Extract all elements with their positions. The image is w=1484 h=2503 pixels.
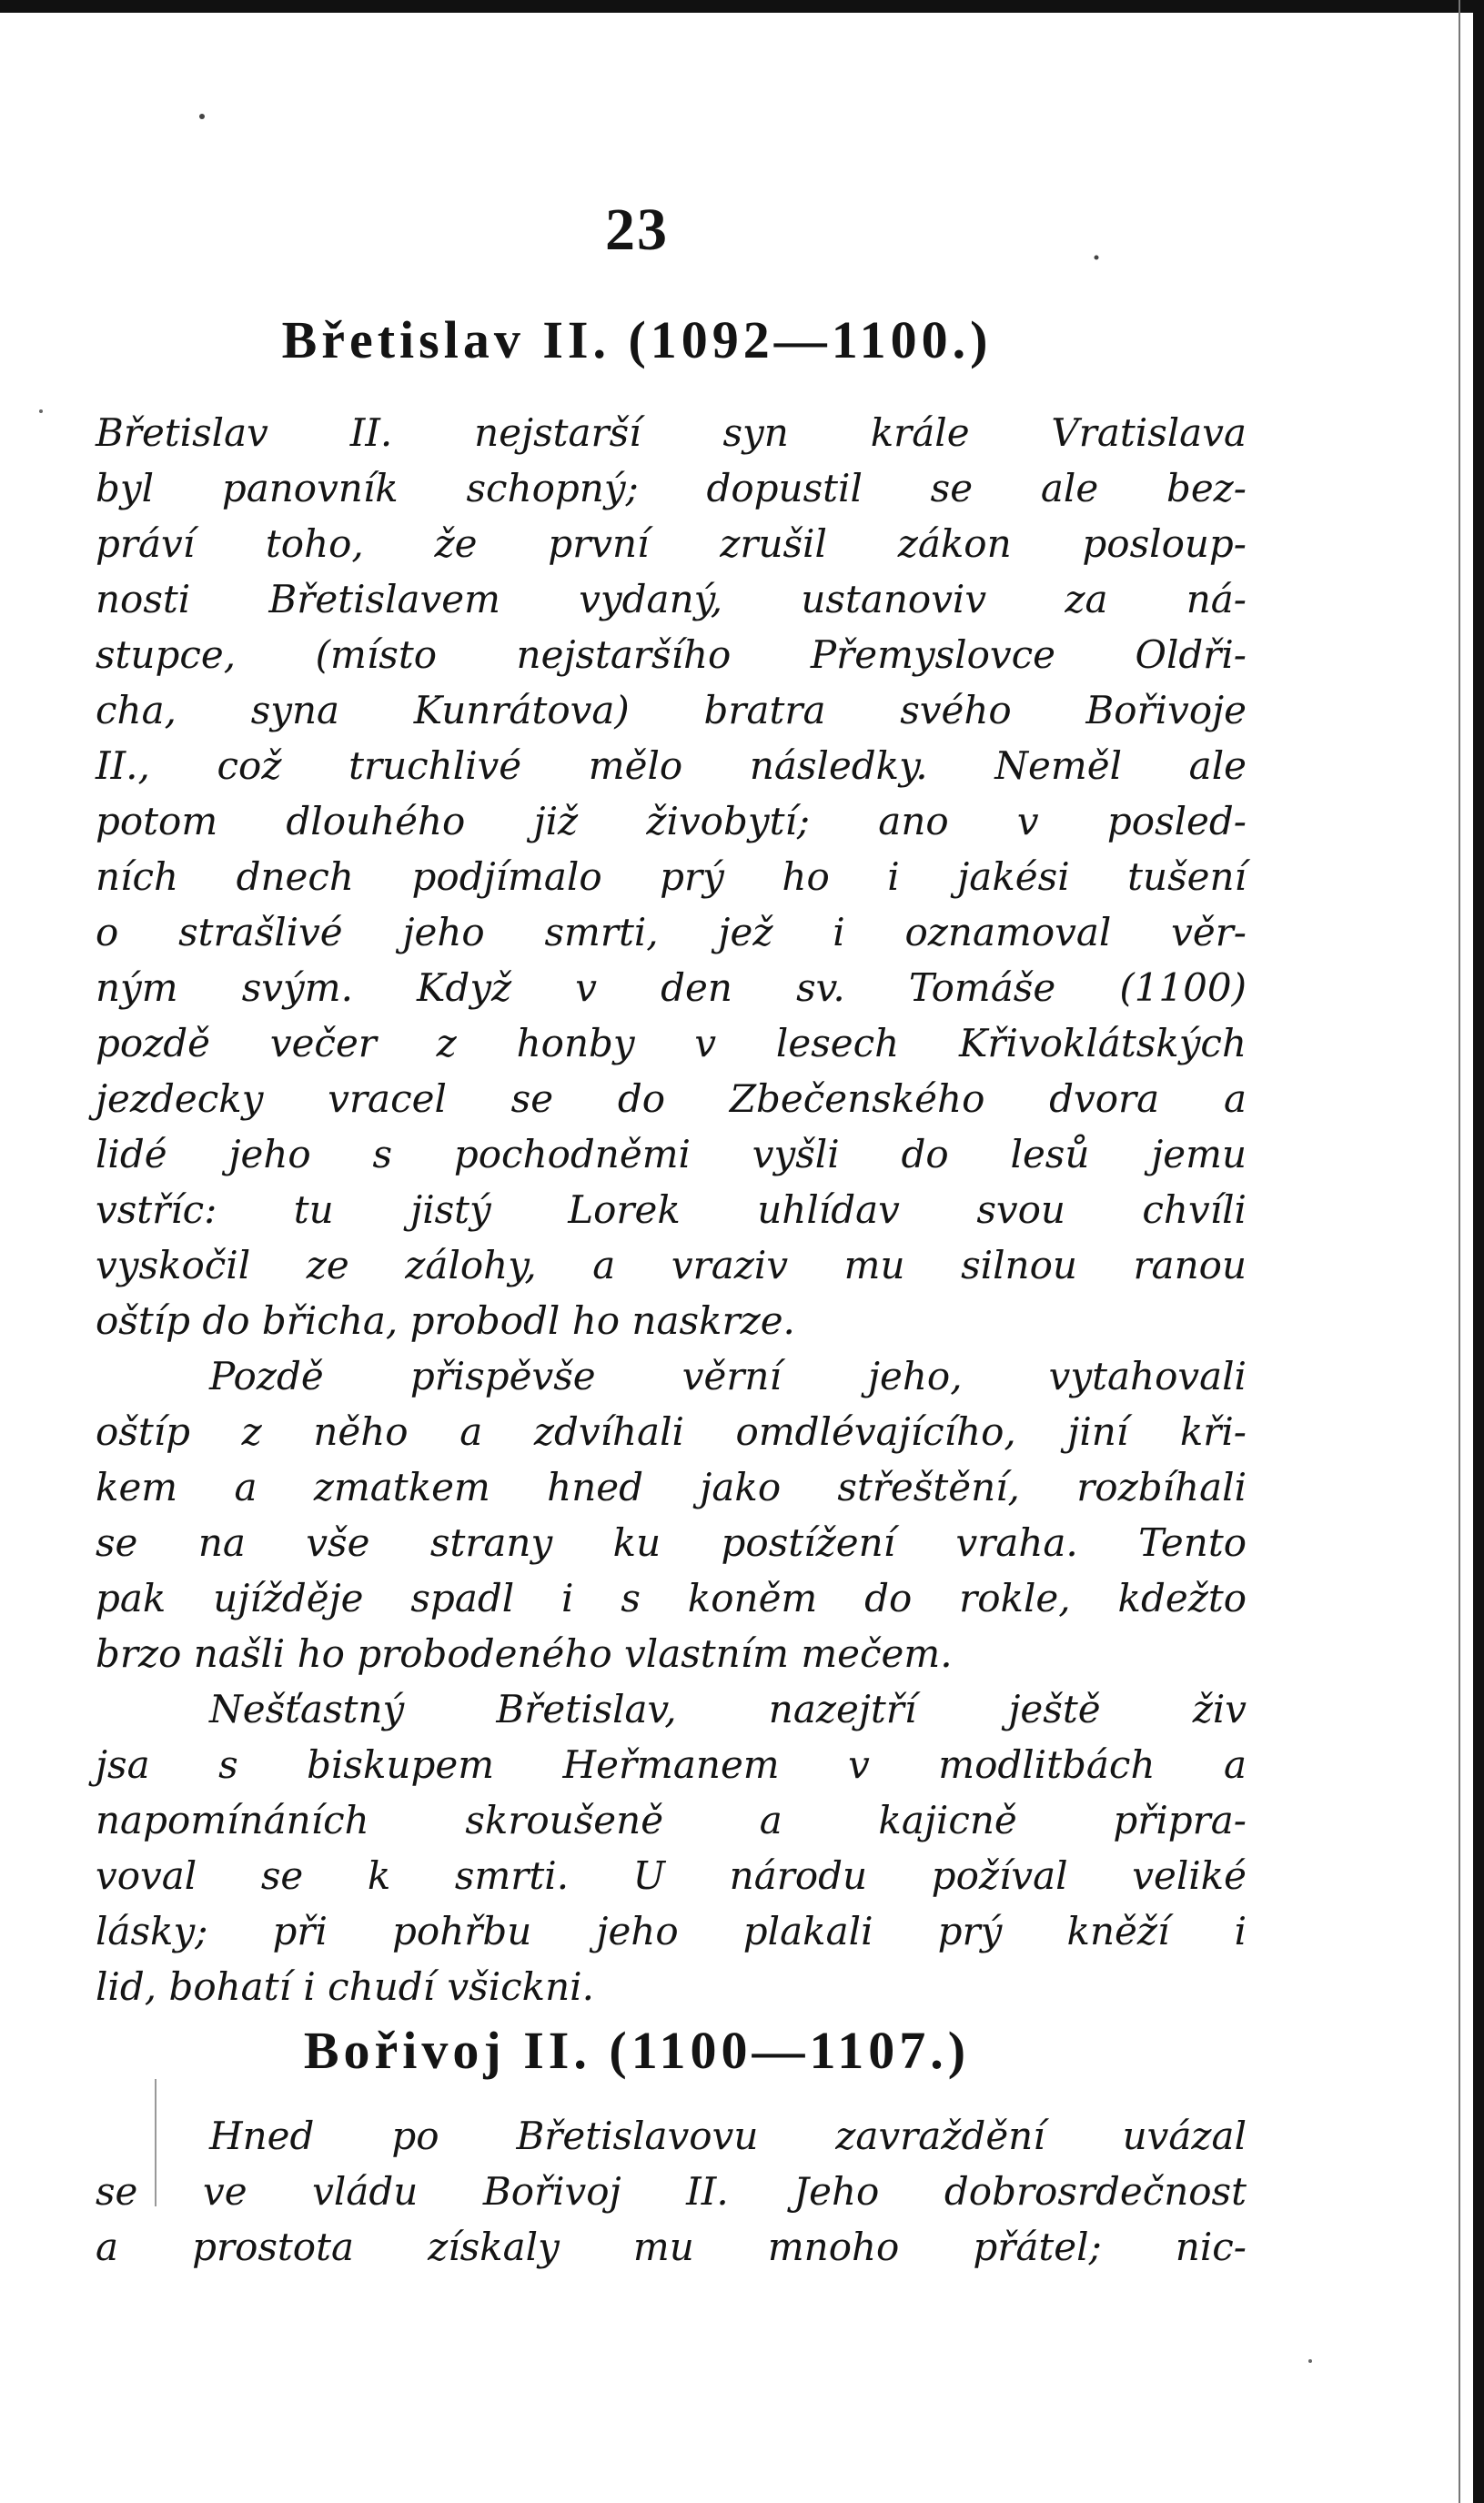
text-line: vstříc: tu jistý Lorek uhlídav svou chvíli bbox=[96, 1187, 1247, 1232]
text-line: a prostota získaly mu mnoho přátel; nic- bbox=[96, 2225, 1247, 2269]
text-line: voval se k smrti. U národu požíval veliké bbox=[96, 1853, 1247, 1898]
text-line: kem a zmatkem hned jako střeštění, rozbíhali bbox=[96, 1465, 1247, 1509]
section-heading-bretislav: Břetislav II. (1092—1100.) bbox=[281, 310, 993, 369]
text-line: potom dlouhého již živobytí; ano v posled- bbox=[96, 799, 1247, 843]
text-line: oštíp z něho a zdvíhali omdlévajícího, jiní kři- bbox=[96, 1409, 1247, 1454]
page-number: 23 bbox=[605, 197, 669, 263]
text-line: brzo našli ho probodeného vlastním mečem. bbox=[96, 1631, 953, 1676]
text-line: Hned po Břetislavovu zavraždění uvázal bbox=[209, 2114, 1247, 2158]
speck bbox=[39, 409, 43, 413]
text-line: lásky; při pohřbu jeho plakali prý kněží i bbox=[96, 1909, 1247, 1953]
text-line: Pozdě přispěvše věrní jeho, vytahovali bbox=[209, 1354, 1247, 1398]
text-line: oštíp do břicha, probodl ho naskrze. bbox=[96, 1298, 795, 1343]
text-line: jezdecky vracel se do Zbečenského dvora a bbox=[96, 1076, 1247, 1121]
speck bbox=[199, 114, 205, 119]
text-line: lid, bohatí i chudí všickni. bbox=[96, 1964, 594, 2009]
text-line: pak ujížděje spadl i s koněm do rokle, kdežto bbox=[96, 1576, 1247, 1620]
text-line: se ve vládu Bořivoj II. Jeho dobrosrdečnost bbox=[96, 2169, 1247, 2214]
text-line: pozdě večer z honby v lesech Křivoklátských bbox=[96, 1021, 1247, 1065]
text-line: se na vše strany ku postížení vraha. Tento bbox=[96, 1520, 1247, 1565]
text-line: práví toho, že první zrušil zákon posloup- bbox=[96, 521, 1247, 566]
text-line: ních dnech podjímalo prý ho i jakési tušení bbox=[96, 854, 1247, 899]
text-line: o strašlivé jeho smrti, jež i oznamoval věr- bbox=[96, 910, 1247, 954]
text-line: Břetislav II. nejstarší syn krále Vratislava bbox=[96, 410, 1247, 455]
text-line: II., což truchlivé mělo následky. Neměl ale bbox=[96, 743, 1247, 788]
text-line: ným svým. Když v den sv. Tomáše (1100) bbox=[96, 965, 1247, 1010]
section-body-bretislav bbox=[96, 405, 1247, 2014]
text-line: jsa s biskupem Heřmanem v modlitbách a bbox=[96, 1742, 1247, 1787]
text-line: nosti Břetislavem vydaný, ustanoviv za ná- bbox=[96, 577, 1247, 621]
text-line: byl panovník schopný; dopustil se ale bez- bbox=[96, 466, 1247, 510]
section-heading-borivoj: Bořivoj II. (1100—1107.) bbox=[303, 2021, 971, 2080]
text-line: napomínáních skroušeně a kajicně připra- bbox=[96, 1798, 1247, 1842]
text-line: vyskočil ze zálohy, a vraziv mu silnou ranou bbox=[96, 1243, 1247, 1287]
speck bbox=[1308, 2359, 1312, 2363]
section-body-borivoj bbox=[96, 2108, 1247, 2275]
text-line: lidé jeho s pochodněmi vyšli do lesů jemu bbox=[96, 1132, 1247, 1176]
text-line: stupce, (místo nejstaršího Přemyslovce Oldři- bbox=[96, 632, 1247, 677]
text-line: Nešťastný Břetislav, nazejtří ještě živ bbox=[209, 1687, 1247, 1731]
text-line: cha, syna Kunrátova) bratra svého Bořivoje bbox=[96, 688, 1247, 732]
